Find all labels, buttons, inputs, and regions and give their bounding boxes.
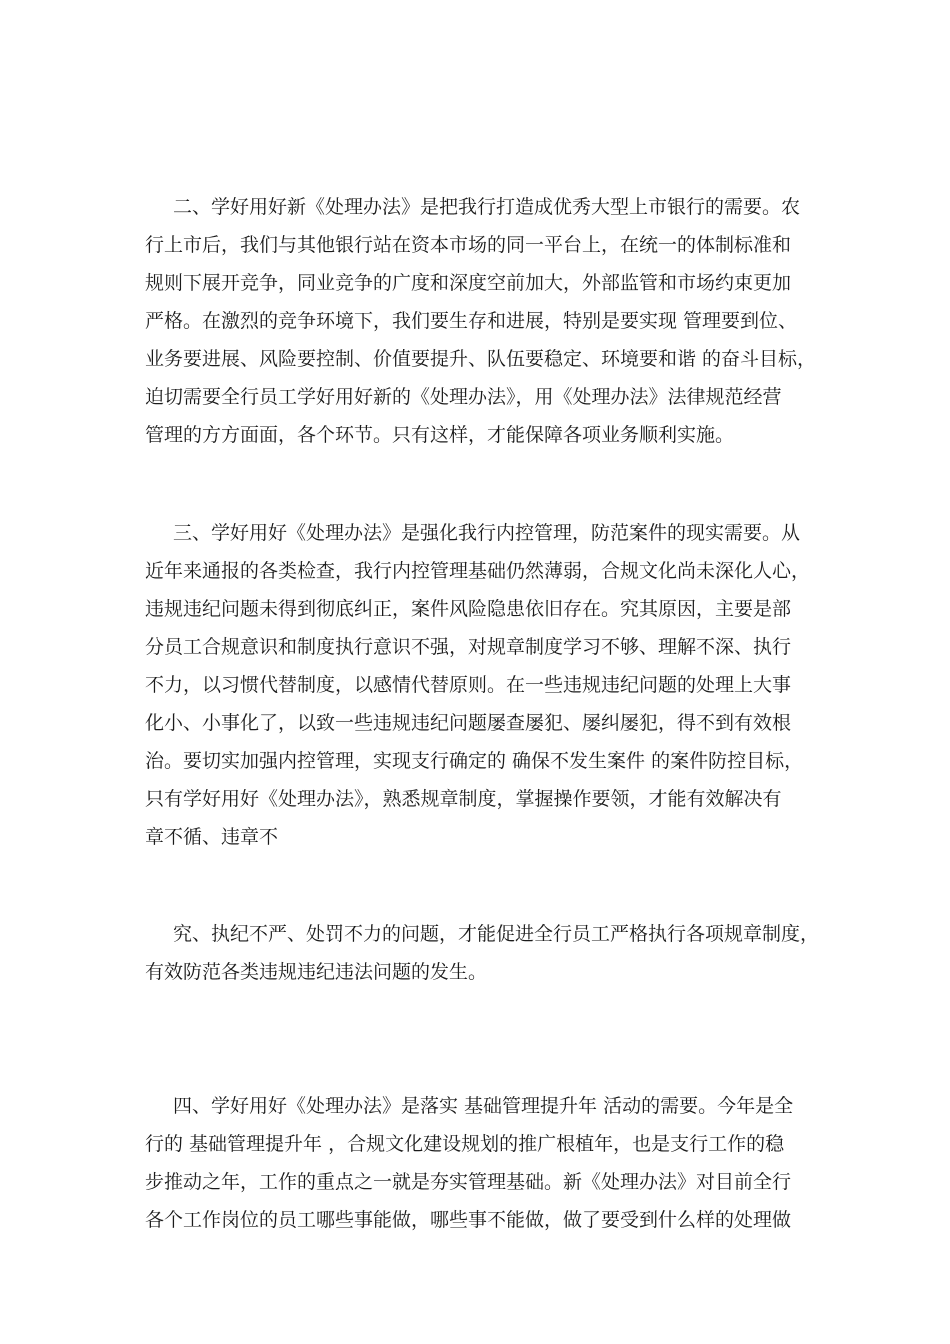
- text-line: 步推动之年，工作的重点之一就是夯实管理基础。新《处理办法》对目前全行: [145, 1171, 792, 1193]
- text-line: 不力，以习惯代替制度，以感情代替原则。在一些违规违纪问题的处理上大事: [145, 674, 792, 696]
- text-line: 迫切需要全行员工学好用好新的《处理办法》，用《处理办法》法律规范经营: [145, 386, 782, 408]
- text-line: 近年来通报的各类检查，我行内控管理基础仍然薄弱，合规文化尚未深化人心，: [145, 560, 811, 582]
- text-line: 行上市后，我们与其他银行站在资本市场的同一平台上，在统一的体制标准和: [145, 234, 792, 256]
- text-line: 管理的方方面面，各个环节。只有这样，才能保障各项业务顺利实施。: [145, 424, 735, 446]
- text-line: 只有学好用好《处理办法》，熟悉规章制度，掌握操作要领，才能有效解决有: [145, 788, 782, 810]
- text-line: 章不循、违章不: [145, 826, 279, 848]
- paragraph-2: [145, 188, 825, 454]
- text-line: 三、学好用好《处理办法》是强化我行内控管理，防范案件的现实需要。从: [173, 522, 801, 544]
- text-line: 治。要切实加强内控管理，实现支行确定的 确保不发生案件 的案件防控目标，: [145, 750, 804, 772]
- text-line: 二、学好用好新《处理办法》是把我行打造成优秀大型上市银行的需要。农: [173, 196, 801, 218]
- text-line: 分员工合规意识和制度执行意识不强，对规章制度学习不够、理解不深、执行: [145, 636, 792, 658]
- text-line: 化小、小事化了，以致一些违规违纪问题屡查屡犯、屡纠屡犯，得不到有效根: [145, 712, 792, 734]
- paragraph-3: [145, 514, 825, 856]
- paragraph-continuation: [145, 915, 825, 991]
- text-line: 四、学好用好《处理办法》是落实 基础管理提升年 活动的需要。今年是全: [173, 1095, 794, 1117]
- text-line: 究、执纪不严、处罚不力的问题，才能促进全行员工严格执行各项规章制度，: [173, 923, 820, 945]
- text-line: 严格。在激烈的竞争环境下，我们要生存和进展，特别是要实现 管理要到位、: [145, 310, 798, 332]
- text-line: 规则下展开竞争，同业竞争的广度和深度空前加大，外部监管和市场约束更加: [145, 272, 792, 294]
- text-line: 违规违纪问题未得到彻底纠正，案件风险隐患依旧存在。究其原因，主要是部: [145, 598, 792, 620]
- text-line: 业务要进展、风险要控制、价值要提升、队伍要稳定、环境要和谐 的奋斗目标，: [145, 348, 817, 370]
- paragraph-4: [145, 1087, 825, 1239]
- text-line: 行的 基础管理提升年 ，合规文化建设规划的推广根植年，也是支行工作的稳: [145, 1133, 785, 1155]
- text-line: 有效防范各类违规违纪违法问题的发生。: [145, 961, 488, 983]
- text-line: 各个工作岗位的员工哪些事能做，哪些事不能做，做了要受到什么样的处理做: [145, 1209, 792, 1231]
